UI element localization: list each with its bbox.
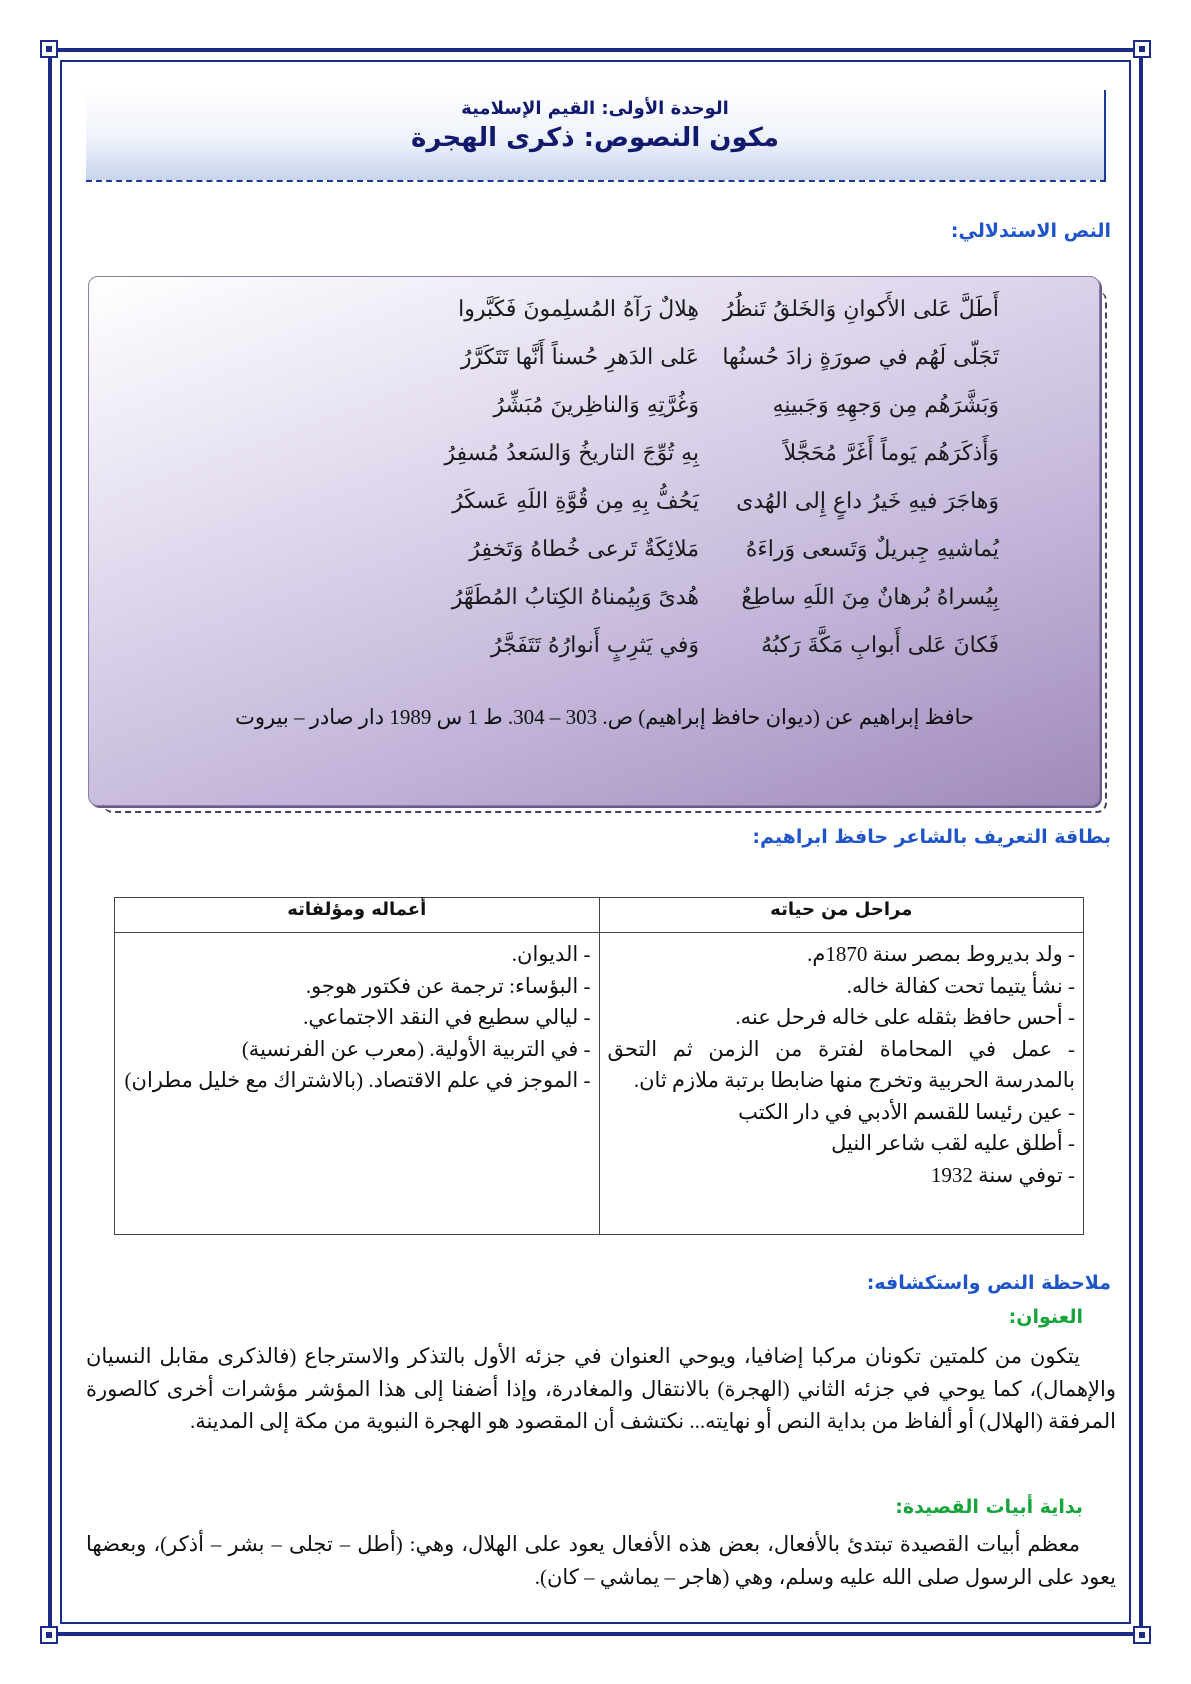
title-subheading: العنوان: — [1008, 1306, 1083, 1328]
life-item: - توفي سنة 1932 — [930, 1162, 1075, 1187]
life-item: - عمل في المحاماة لفترة من الزمن ثم التحق بالمدرسة الحربية وتخرج منها ضابطا برتبة ملازم ثان. — [607, 1036, 1075, 1092]
life-stages-cell — [599, 933, 1084, 1235]
works-item: - البؤساء: ترجمة عن فكتور هوجو. — [305, 973, 591, 998]
verse-second-hemistich: عَلى الدَهرِ حُسناً أَنَّها تَتَكَرَّرُ — [460, 345, 699, 370]
section-title: مكون النصوص: ذكرى الهجرة — [410, 123, 779, 153]
col-life-header: مراحل من حياته — [599, 898, 1084, 933]
poem-start-paragraph: معظم أبيات القصيدة تبتدئ بالأفعال، بعض هذه الأفعال يعود على الهلال، وهي: (أطل – تجلى – بشر – أذكر)، وبعضها يعود على الرسول صلى الله عليه وسلم، وهي (هاجر – يماشي – كان). — [86, 1532, 1116, 1589]
works-item: - الديوان. — [511, 942, 591, 966]
life-item: - عين رئيسا للقسم الأدبي في دار الكتب — [738, 1099, 1075, 1124]
verse-first-hemistich: وَهاجَرَ فيهِ خَيرُ داعٍ إِلى الهُدى — [736, 489, 999, 514]
poem-citation: حافظ إبراهيم عن (ديوان حافظ إبراهيم) ص. 303 – 304. ط 1 س 1989 دار صادر – بيروت — [235, 705, 974, 729]
life-item: - ولد بديروط بمصر سنة 1870م. — [807, 942, 1075, 966]
verse-second-hemistich: هِلالٌ رَآهُ المُسلِمونَ فَكَبَّروا — [458, 297, 699, 322]
frame-corner-ornament — [1133, 40, 1151, 58]
title-paragraph: يتكون من كلمتين تكونان مركبا إضافيا، ويوحي العنوان في جزئه الأول بالتذكر والاسترجاع (فالذكرى مقابل النسيان والإهمال)، كما يوحي في جزئه الثاني (الهجرة) بالانتقال والمغادرة، وإذا أضفنا إلى هذا المؤشر مؤشرات أخرى كالصورة المرفقة (الهلال) أو ألفاظ من بداية النص أو نهايته... نكتشف أن المقصود هو الهجرة النبوية من مكة إلى المدينة. — [86, 1344, 1116, 1433]
works-item: - في التربية الأولية. (معرب عن الفرنسية) — [241, 1036, 591, 1061]
poet-card-heading: بطاقة التعريف بالشاعر حافظ ابراهيم: — [752, 826, 1111, 848]
observation-heading: ملاحظة النص واستكشافه: — [866, 1272, 1111, 1294]
works-item: - الموجز في علم الاقتصاد. (بالاشتراك مع خليل مطران) — [124, 1068, 591, 1092]
verse-second-hemistich: بِهِ تُوِّجَ التاريخُ وَالسَعدُ مُسفِرُ — [444, 441, 699, 466]
frame-corner-ornament — [1133, 1626, 1151, 1644]
verse-second-hemistich: يَحُفُّ بِهِ مِن قُوَّةِ اللَهِ عَسكَرُ — [452, 489, 699, 514]
works-item: - ليالي سطيع في النقد الاجتماعي. — [303, 1005, 591, 1029]
verse-first-hemistich: فَكانَ عَلى أَبوابِ مَكَّةَ رَكبُهُ — [761, 633, 999, 658]
verse-second-hemistich: وَفي يَثرِبٍ أَنوارُهُ تَتَفَجَّرُ — [490, 633, 699, 658]
col-works-header: أعماله ومؤلفاته — [115, 898, 600, 933]
frame-corner-ornament — [40, 1626, 58, 1644]
works-cell — [115, 933, 600, 1235]
verse-first-hemistich: بِيُسراهُ بُرهانٌ مِنَ اللَهِ ساطِعٌ — [741, 585, 999, 610]
verse-first-hemistich: تَجَلّى لَهُم في صورَةٍ زادَ حُسنُها — [722, 345, 999, 370]
life-item: - أحس حافظ بثقله على خاله فرحل عنه. — [735, 1005, 1075, 1029]
frame-corner-ornament — [40, 40, 58, 58]
poem-box — [88, 276, 1100, 806]
life-item: - نشأ يتيما تحت كفالة خاله. — [846, 973, 1075, 998]
poet-biography-table — [114, 897, 1084, 1235]
poem-start-subheading: بداية أبيات القصيدة: — [895, 1496, 1083, 1518]
verse-first-hemistich: وَأَذكَرَهُم يَوماً أَغَرَّ مُحَجَّلاً — [783, 441, 999, 466]
verse-second-hemistich: مَلائِكَةٌ تَرعى خُطاهُ وَتَخفِرُ — [469, 537, 699, 562]
verse-first-hemistich: يُماشيهِ جِبريلٌ وَتَسعى وَراءَهُ — [745, 537, 999, 562]
verse-second-hemistich: هُدىً وَبِيُمناهُ الكِتابُ المُطَهَّرُ — [451, 585, 699, 610]
verse-first-hemistich: أَطَلَّ عَلى الأَكوانِ وَالخَلقُ تَنظُرُ — [723, 297, 999, 322]
life-item: - أطلق عليه لقب شاعر النيل — [831, 1131, 1075, 1155]
verse-second-hemistich: وَغُرَّتِهِ وَالناظِرينَ مُبَشِّرُ — [493, 393, 699, 418]
lesson-header — [86, 90, 1106, 182]
inferential-text-heading: النص الاستدلالي: — [950, 220, 1111, 242]
verse-first-hemistich: وَبَشَّرَهُم مِن وَجهِهِ وَجَبينِهِ — [772, 393, 999, 418]
unit-title: الوحدة الأولى: القيم الإسلامية — [461, 98, 729, 119]
